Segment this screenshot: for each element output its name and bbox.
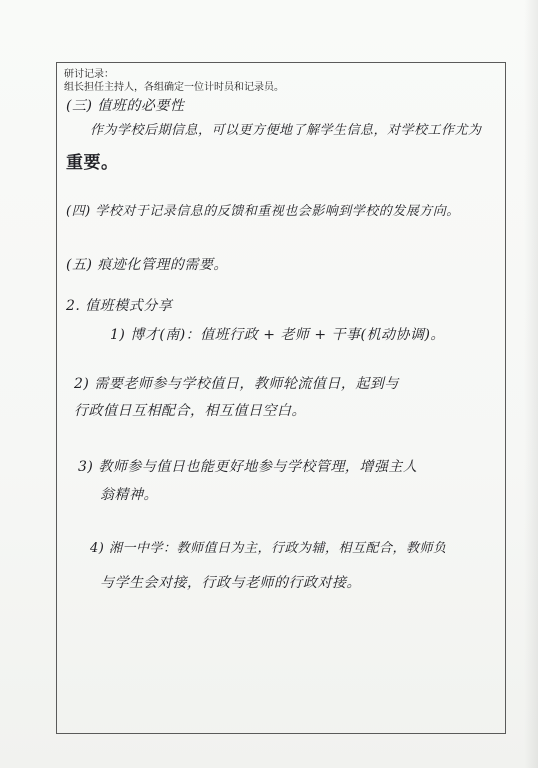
record-box [56,62,506,734]
note-line-6: 2. 值班模式分享 [66,298,173,314]
note-line-11: 翁精神。 [100,487,158,503]
record-instruction: 组长担任主持人，各组确定一位计时员和记录员。 [64,82,284,93]
note-line-7: 1) 博才(南)：值班行政 + 老师 + 干事(机动协调)。 [110,327,445,343]
note-line-4: (四) 学校对于记录信息的反馈和重视也会影响到学校的发展方向。 [66,204,460,219]
note-line-2: 作为学校后期信息，可以更方便地了解学生信息，对学校工作尤为 [90,123,482,138]
note-line-3: 重要。 [66,153,119,173]
note-line-13: 与学生会对接，行政与老师的行政对接。 [100,575,361,591]
note-line-9: 行政值日互相配合，相互值日空白。 [74,403,306,419]
note-line-8: 2) 需要老师参与学校值日，教师轮流值日，起到与 [74,376,399,392]
record-title: 研讨记录： [64,69,114,80]
note-line-5: (五) 痕迹化管理的需要。 [66,257,228,273]
page-edge-shadow [524,0,538,768]
note-line-12: 4) 湘一中学：教师值日为主，行政为辅，相互配合，教师负 [90,541,447,556]
note-line-1: (三) 值班的必要性 [66,98,185,114]
note-line-10: 3) 教师参与值日也能更好地参与学校管理，增强主人 [78,459,418,475]
